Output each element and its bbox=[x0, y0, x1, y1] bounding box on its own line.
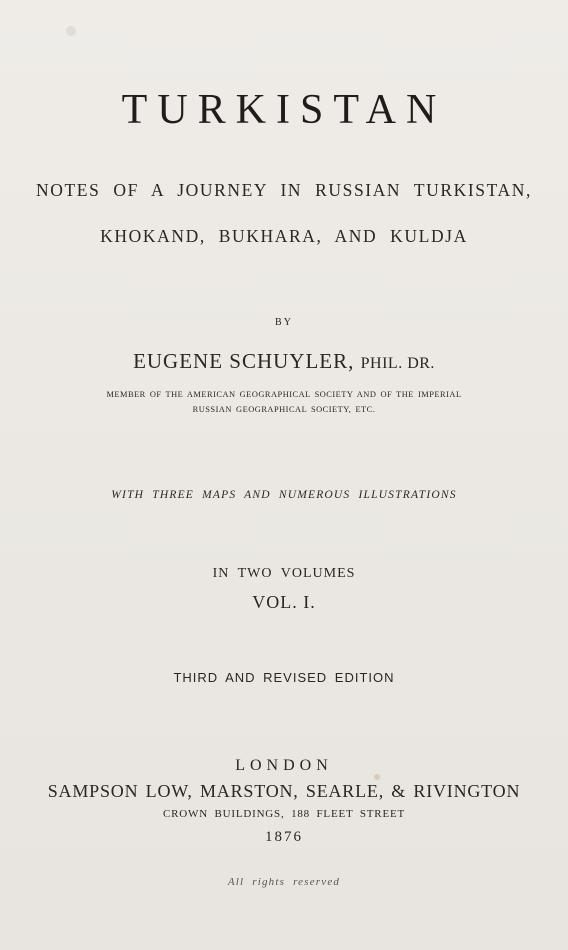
publisher-name: SAMPSON LOW, MARSTON, SEARLE, & RIVINGTON bbox=[47, 781, 521, 801]
author-degree: PHIL. DR. bbox=[360, 355, 435, 372]
edition-note: THIRD AND REVISED EDITION bbox=[173, 670, 395, 685]
paper-blemish bbox=[66, 26, 76, 36]
volume-number: VOL. I. bbox=[252, 592, 316, 612]
publisher-address: CROWN BUILDINGS, 188 FLEET STREET bbox=[163, 808, 405, 820]
subtitle-line-1: NOTES OF A JOURNEY IN RUSSIAN TURKISTAN, bbox=[36, 180, 532, 200]
subtitle-line-2: KHOKAND, BUKHARA, AND KULDJA bbox=[100, 226, 468, 246]
publication-year: 1876 bbox=[265, 829, 303, 845]
membership-line-2: RUSSIAN GEOGRAPHICAL SOCIETY, ETC. bbox=[192, 405, 376, 414]
rights-notice: All rights reserved bbox=[227, 876, 341, 888]
volumes-note: IN TWO VOLUMES bbox=[212, 566, 356, 581]
author-name: EUGENE SCHUYLER, bbox=[133, 349, 355, 373]
illustrations-note: WITH THREE MAPS AND NUMEROUS ILLUSTRATIONS bbox=[111, 489, 457, 501]
author-line bbox=[0, 349, 568, 374]
membership-line-1: MEMBER OF THE AMERICAN GEOGRAPHICAL SOCIETY AND OF THE IMPERIAL bbox=[106, 390, 462, 399]
book-title: TURKISTAN bbox=[121, 87, 447, 133]
by-label: BY bbox=[275, 317, 293, 328]
publication-city: LONDON bbox=[235, 757, 333, 774]
